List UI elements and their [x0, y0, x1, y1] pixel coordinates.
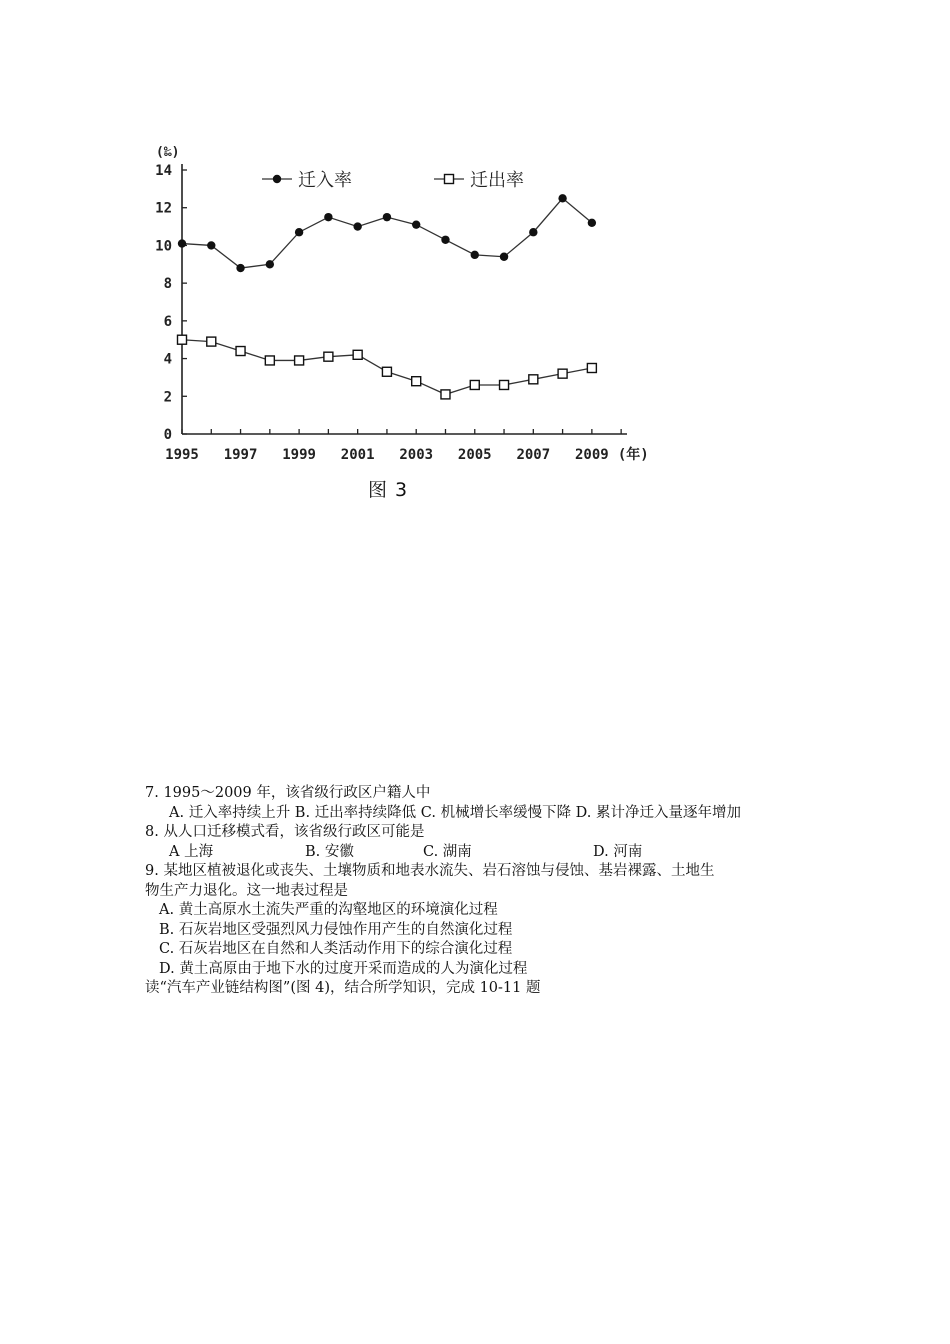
legend-label: 迁出率 — [470, 170, 524, 191]
data-point — [295, 228, 303, 236]
data-point — [324, 352, 333, 361]
q8-option-d: D. 河南 — [593, 843, 643, 860]
data-point — [265, 356, 274, 365]
legend-marker — [445, 175, 454, 184]
data-point — [587, 364, 596, 373]
q8-option-a: A 上海 — [169, 843, 214, 860]
y-unit-label: (‰) — [156, 145, 180, 160]
data-point — [236, 347, 245, 356]
data-point — [412, 220, 420, 228]
q8-stem: 8. 从人口迁移模式看，该省级行政区可能是 — [145, 824, 425, 840]
x-tick-label: 1997 — [223, 447, 258, 463]
data-point — [383, 213, 391, 221]
data-point — [412, 377, 421, 386]
q7-options: A. 迁入率持续上升 B. 迁出率持续降低 C. 机械增长率缓慢下降 D. 累计净迁入量逐年增加 — [169, 804, 742, 821]
y-tick-label: 0 — [163, 427, 172, 443]
data-point — [470, 380, 479, 389]
data-point — [500, 253, 508, 261]
y-tick-label: 4 — [163, 351, 172, 368]
data-point — [178, 239, 186, 247]
data-point — [207, 241, 215, 249]
data-point — [178, 335, 187, 344]
figure-caption: 图 3 — [368, 479, 409, 501]
x-tick-label: 1999 — [282, 447, 316, 463]
data-point — [441, 390, 450, 399]
q8-option-c: C. 湖南 — [423, 843, 472, 860]
q9-option-d: D. 黄土高原由于地下水的过度开采而造成的人为演化过程 — [159, 960, 528, 977]
y-tick-label: 8 — [163, 276, 172, 293]
y-tick-label: 14 — [155, 163, 172, 179]
data-point — [382, 367, 391, 376]
q8-options — [145, 843, 825, 863]
data-point — [324, 213, 332, 221]
data-point — [500, 380, 509, 389]
y-tick-label: 10 — [155, 238, 172, 255]
q9-stem-line1: 9. 某地区植被退化或丧失、土壤物质和地表水流失、岩石溶蚀与侵蚀、基岩裸露、土地生 — [145, 863, 715, 879]
x-tick-label: 1995 — [165, 447, 199, 463]
x-tick-label: 2005 — [457, 447, 492, 463]
legend-label: 迁入率 — [298, 170, 352, 191]
q9-option-c: C. 石灰岩地区在自然和人类活动作用下的综合演化过程 — [159, 941, 513, 957]
data-point — [529, 228, 537, 236]
data-point — [353, 350, 362, 359]
data-point — [266, 260, 274, 268]
x-tick-label: 2007 — [516, 447, 551, 463]
data-point — [441, 236, 449, 244]
y-tick-label: 2 — [163, 389, 172, 406]
q9-option-b: B. 石灰岩地区受强烈风力侵蚀作用产生的自然演化过程 — [159, 921, 513, 938]
data-point — [529, 375, 538, 384]
next-questions-intro: 读“汽车产业链结构图”(图 4)，结合所学知识，完成 10-11 题 — [145, 980, 541, 996]
y-tick-label: 12 — [155, 200, 172, 217]
x-tick-label: 2009 — [575, 447, 609, 463]
data-point — [207, 337, 216, 346]
migration-rate-chart — [140, 130, 700, 474]
question-block — [145, 784, 825, 999]
x-tick-label: 2001 — [340, 447, 375, 463]
data-point — [558, 194, 566, 202]
y-tick-label: 6 — [163, 313, 172, 330]
data-point — [588, 219, 596, 227]
q9-stem-line2: 物生产力退化。这一地表过程是 — [145, 882, 348, 899]
q7-stem: 7. 1995～2009 年，该省级行政区户籍人中 — [145, 785, 431, 801]
q9-option-a: A. 黄土高原水土流失严重的沟壑地区的环境演化过程 — [159, 902, 498, 918]
x-tick-label: 2003 — [399, 447, 434, 463]
data-point — [558, 369, 567, 378]
data-point — [353, 222, 361, 230]
data-point — [236, 264, 244, 272]
q8-option-b: B. 安徽 — [305, 843, 354, 860]
x-unit-label: (年) — [617, 447, 649, 463]
data-point — [295, 356, 304, 365]
chart-svg — [140, 130, 700, 470]
data-point — [471, 251, 479, 259]
legend-marker — [273, 175, 281, 183]
